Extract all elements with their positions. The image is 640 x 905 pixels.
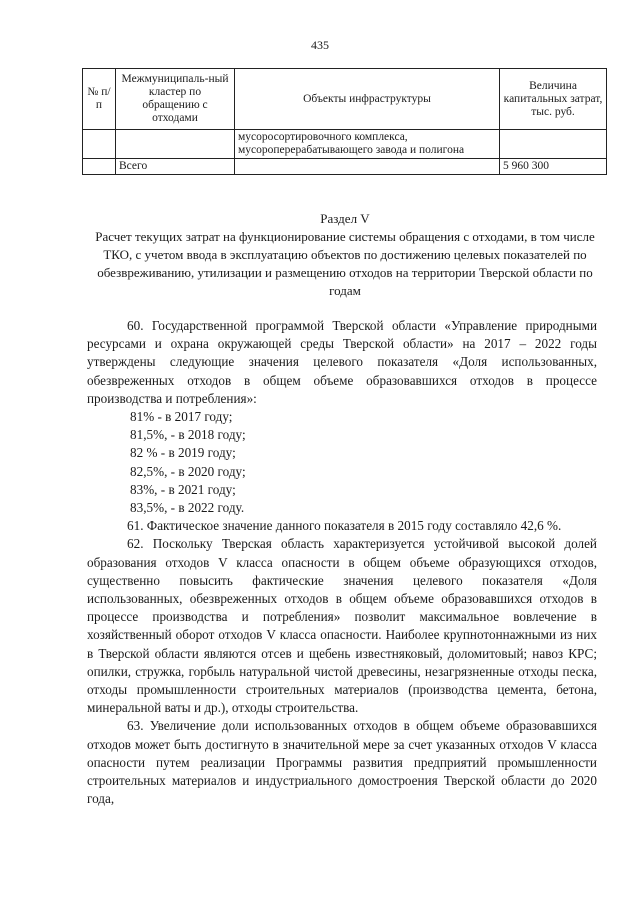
total-value: 5 960 300 <box>500 159 607 175</box>
paragraph-61: 61. Фактическое значение данного показателя в 2015 году составляло 42,6 %. <box>127 518 562 534</box>
table-cell <box>116 130 235 159</box>
table-cell <box>83 159 116 175</box>
section-header <box>95 210 595 300</box>
costs-table <box>82 68 607 175</box>
table-cell <box>500 130 607 159</box>
table-header-row <box>83 69 607 130</box>
target-item: 83,5%, - в 2022 году. <box>130 500 245 516</box>
paragraph-62: 62. Поскольку Тверская область характеризуется устойчивой высокой долей образования отходов V класса опасности в общем объеме образующихся отходов, существенно повысить фактические значения целевого показателя «Доля использованных, обезвреженных отходов в общем объеме образовавшихся отходов в процессе производства и потребления» позволит максимальное вовлечение в хозяйственный оборот отходов V класса опасности. Наиболее крупнотоннажными из них в Тверской области являются отсев и щебень известняковый, доломитовый; навоз КРС; опилки, стружка, горбыль натуральной чистой древесины, незагрязненные отходы песка, отходы промышленности строительных материалов (производства цемента, бетона, минеральной ваты и др.), отходы строительства. <box>87 536 597 716</box>
target-item: 82 % - в 2019 году; <box>130 445 236 461</box>
table-row <box>83 130 607 159</box>
table-cell <box>235 159 500 175</box>
table-total-row <box>83 159 607 175</box>
section-heading: Раздел V <box>320 211 370 226</box>
header-number: № п/п <box>83 69 116 130</box>
header-capital-costs: Величина капитальных затрат, тыс. руб. <box>500 69 607 130</box>
total-label: Всего <box>116 159 235 175</box>
table-cell <box>83 130 116 159</box>
header-cluster: Межмуниципаль-ный кластер по обращению с отходами <box>116 69 235 130</box>
header-objects: Объекты инфраструктуры <box>235 69 500 130</box>
target-item: 81% - в 2017 году; <box>130 409 233 425</box>
target-item: 81,5%, - в 2018 году; <box>130 427 246 443</box>
paragraph-63: 63. Увеличение доли использованных отходов в общем объеме образовавшихся отходов может быть достигнуто в значительной мере за счет указанных отходов V класса опасности путем реализации Программы развития предприятий промышленности строительных материалов и индустриального домостроения Тверской области до 2020 года, <box>87 718 597 807</box>
page-number: 435 <box>311 38 329 52</box>
target-item: 82,5%, - в 2020 году; <box>130 463 246 479</box>
table-cell-objects: мусоросортировочного комплекса, мусороперерабатывающего завода и полигона <box>235 130 500 159</box>
paragraph-60: 60. Государственной программой Тверской области «Управление природными ресурсами и охрана окружающей среды Тверской области» на 2017 – 2022 годы утверждены следующие значения целевого показателя «Доля использованных, обезвреженных отходов в общем объеме образовавшихся отходов в процессе производства и потребления»: <box>87 318 597 406</box>
section-title: Расчет текущих затрат на функционирование системы обращения с отходами, в том числе ТКО, с учетом ввода в эксплуатацию объектов по достижению целевых показателей по обезвреживанию, утилизации и размещению отходов на территории Тверской области по годам <box>95 229 595 298</box>
body-text <box>87 317 597 808</box>
target-item: 83%, - в 2021 году; <box>130 481 236 497</box>
